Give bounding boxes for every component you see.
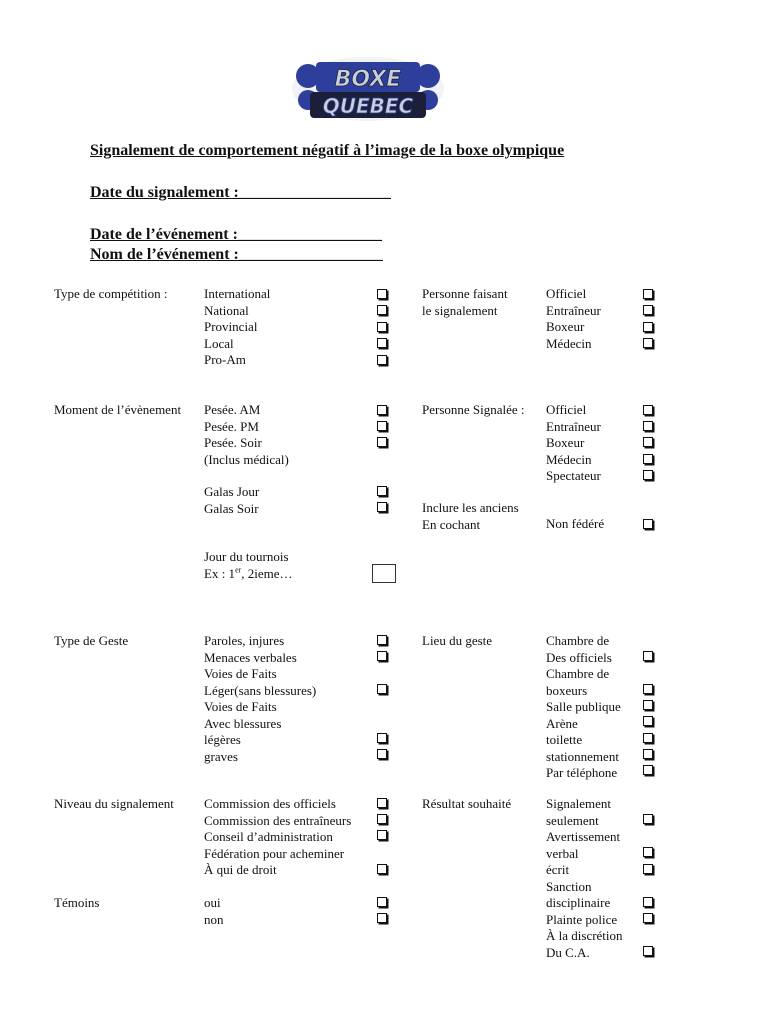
reporter-label-line: Personne faisant	[422, 286, 508, 301]
checkbox-pesee-pm[interactable]	[377, 421, 387, 431]
result-line: Du C.A.	[546, 944, 590, 960]
gesture-options	[204, 633, 316, 765]
place-line: stationnement	[546, 748, 619, 764]
gesture-line: légères	[204, 732, 241, 747]
result-line: Signalement	[546, 796, 611, 811]
reporter-option: Entraîneur	[546, 302, 601, 318]
level-label: Niveau du signalement	[54, 796, 174, 811]
former-members-note	[422, 500, 519, 533]
witness-option: oui	[204, 895, 221, 910]
gesture-line: Voies de Faits	[204, 699, 277, 714]
place-line: Chambre de	[546, 633, 610, 648]
place-line: Salle publique	[546, 699, 621, 714]
level-line: Commission des entraîneurs	[204, 812, 352, 828]
example-sup: er	[235, 565, 242, 575]
galas-options	[204, 484, 259, 517]
reporter-option: Médecin	[546, 335, 592, 351]
result-line: disciplinaire	[546, 895, 611, 910]
level-line: Commission des officiels	[204, 796, 336, 811]
reporter-option: Officiel	[546, 286, 587, 301]
reported-option: Spectateur	[546, 468, 601, 483]
level-line: Fédération pour acheminer	[204, 845, 345, 861]
logo-line2: QUEBEC	[322, 94, 414, 118]
boxe-quebec-logo	[288, 54, 448, 124]
gesture-label: Type de Geste	[54, 633, 129, 648]
checkbox-temoins-non[interactable]	[377, 913, 387, 923]
tournament-day-label: Jour du tournois	[204, 549, 289, 564]
witnesses-label: Témoins	[54, 895, 100, 910]
form-title: Signalement de comportement négatif à l’image de la boxe olympique	[90, 142, 565, 159]
moment-note: (Inclus médical)	[204, 451, 289, 467]
tournament-day-input[interactable]	[372, 564, 396, 583]
checkbox-stationnement[interactable]	[643, 749, 653, 759]
level-options	[204, 796, 351, 879]
reported-options	[546, 402, 601, 485]
place-options	[546, 633, 621, 782]
reported-option: Médecin	[546, 451, 592, 467]
competition-label: Type de compétition :	[54, 286, 168, 301]
checkbox-discretion-ca[interactable]	[643, 946, 653, 956]
result-line: seulement	[546, 812, 599, 828]
checkbox-reported-boxeur[interactable]	[643, 437, 653, 447]
non-federe-label: Non fédéré	[546, 516, 605, 531]
checkbox-voies-faits-leger[interactable]	[377, 684, 387, 694]
former-note-line: En cochant	[422, 516, 481, 532]
event-date-field[interactable]: Date de l’événement :__________________	[90, 226, 382, 243]
checkbox-menaces[interactable]	[377, 651, 387, 661]
tournament-day-example	[204, 566, 293, 583]
checkbox-chambre-boxeurs[interactable]	[643, 684, 653, 694]
checkbox-commission-entraineurs[interactable]	[377, 814, 387, 824]
checkbox-salle-publique[interactable]	[643, 700, 653, 710]
moment-label: Moment de l’évènement	[54, 402, 182, 417]
checkbox-blessures-graves[interactable]	[377, 749, 387, 759]
competition-options	[204, 286, 270, 369]
reporter-option: Boxeur	[546, 319, 585, 334]
place-line: Par téléphone	[546, 765, 618, 780]
checkbox-sanction-disciplinaire[interactable]	[643, 897, 653, 907]
place-line: boxeurs	[546, 682, 588, 698]
checkbox-provincial[interactable]	[377, 322, 387, 332]
report-date-field[interactable]: Date du signalement :___________________	[90, 184, 391, 201]
checkbox-reported-officiel[interactable]	[643, 405, 653, 415]
reported-option: Officiel	[546, 402, 587, 417]
checkbox-signalement-seulement[interactable]	[643, 814, 653, 824]
checkbox-international[interactable]	[377, 289, 387, 299]
moment-option: Pesée. PM	[204, 418, 259, 434]
gesture-line: Menaces verbales	[204, 649, 297, 665]
competition-option: National	[204, 302, 249, 318]
checkbox-federation[interactable]	[377, 864, 387, 874]
checkbox-temoins-oui[interactable]	[377, 897, 387, 907]
competition-option: Pro-Am	[204, 352, 246, 367]
checkbox-pro-am[interactable]	[377, 355, 387, 365]
moment-option: Pesée. AM	[204, 402, 261, 417]
gala-option: Galas Jour	[204, 484, 260, 499]
competition-option: Provincial	[204, 319, 258, 334]
checkbox-non-federe[interactable]	[643, 519, 653, 529]
checkbox-reporter-medecin[interactable]	[643, 338, 653, 348]
checkbox-arene[interactable]	[643, 716, 653, 726]
result-line: Plainte police	[546, 911, 618, 927]
moment-options	[204, 402, 289, 468]
witnesses-options	[204, 895, 224, 928]
place-line: toilette	[546, 732, 583, 747]
checkbox-reported-spectateur[interactable]	[643, 470, 653, 480]
result-label: Résultat souhaité	[422, 796, 512, 811]
checkbox-plainte-police[interactable]	[643, 913, 653, 923]
example-suffix: , 2ieme…	[241, 565, 293, 581]
checkbox-avertissement-verbal[interactable]	[643, 847, 653, 857]
result-options	[546, 796, 623, 961]
example-prefix: Ex : 1	[204, 565, 236, 581]
event-name-field[interactable]: Nom de l’événement :__________________	[90, 246, 383, 263]
checkbox-paroles[interactable]	[377, 635, 387, 645]
checkbox-galas-jour[interactable]	[377, 486, 387, 496]
reporter-label-line: le signalement	[422, 302, 498, 318]
competition-option: Local	[204, 335, 234, 351]
gala-option: Galas Soir	[204, 500, 259, 516]
reported-option: Boxeur	[546, 435, 585, 450]
result-line: Avertissement	[546, 829, 621, 844]
gesture-line: graves	[204, 748, 238, 764]
reported-label: Personne Signalée :	[422, 402, 525, 417]
tournament-day	[204, 549, 293, 582]
gesture-line: Voies de Faits	[204, 666, 277, 681]
checkbox-toilette[interactable]	[643, 733, 653, 743]
checkbox-pesee-am[interactable]	[377, 405, 387, 415]
place-line: Chambre de	[546, 666, 610, 681]
place-line: Des officiels	[546, 649, 612, 665]
level-line: Conseil d’administration	[204, 829, 333, 844]
reporter-label	[422, 286, 508, 319]
result-line: Sanction	[546, 878, 592, 894]
gesture-line: Paroles, injures	[204, 633, 285, 648]
checkbox-par-telephone[interactable]	[643, 765, 653, 775]
checkbox-reporter-officiel[interactable]	[643, 289, 653, 299]
logo-line1: BOXE	[334, 67, 402, 92]
level-line: À qui de droit	[204, 862, 277, 877]
competition-option: International	[204, 286, 271, 301]
checkbox-reporter-boxeur[interactable]	[643, 322, 653, 332]
checkbox-national[interactable]	[377, 305, 387, 315]
checkbox-galas-soir[interactable]	[377, 502, 387, 512]
former-note-line: Inclure les anciens	[422, 500, 519, 515]
place-line: Arène	[546, 715, 578, 731]
reporter-options	[546, 286, 601, 352]
moment-option: Pesée. Soir	[204, 435, 262, 450]
place-label: Lieu du geste	[422, 633, 493, 648]
checkbox-reported-medecin[interactable]	[643, 454, 653, 464]
gesture-line: Avec blessures	[204, 715, 282, 731]
gesture-line: Léger(sans blessures)	[204, 682, 317, 698]
checkbox-local[interactable]	[377, 338, 387, 348]
checkbox-reporter-entraineur[interactable]	[643, 305, 653, 315]
checkbox-commission-officiels[interactable]	[377, 798, 387, 808]
witness-option: non	[204, 911, 224, 927]
result-line: À la discrétion	[546, 928, 623, 943]
checkbox-conseil-administration[interactable]	[377, 830, 387, 840]
reported-option: Entraîneur	[546, 418, 601, 434]
result-line: verbal	[546, 845, 579, 861]
checkbox-reported-entraineur[interactable]	[643, 421, 653, 431]
checkbox-blessures-legeres[interactable]	[377, 733, 387, 743]
checkbox-avertissement-ecrit[interactable]	[643, 864, 653, 874]
checkbox-chambre-officiels[interactable]	[643, 651, 653, 661]
checkbox-pesee-soir[interactable]	[377, 437, 387, 447]
result-line: écrit	[546, 862, 570, 877]
